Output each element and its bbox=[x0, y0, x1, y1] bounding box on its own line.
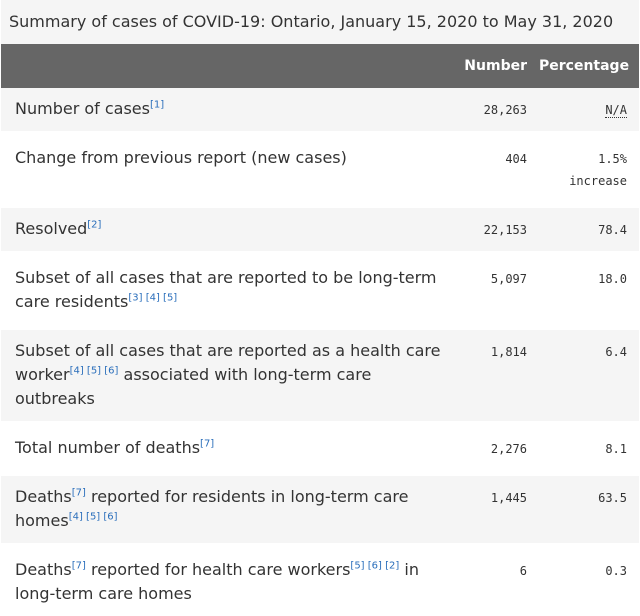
not-applicable-abbr: N/A bbox=[605, 103, 627, 117]
covid-summary-table bbox=[1, 44, 639, 616]
row-percentage: 18.0 bbox=[539, 254, 639, 327]
footnote-ref[interactable]: [7] bbox=[71, 560, 86, 572]
footnote-ref[interactable]: [1] bbox=[149, 99, 165, 111]
table-caption: Summary of cases of COVID-19: Ontario, January 15, 2020 to May 31, 2020 bbox=[1, 0, 639, 44]
row-label-text-continued: reported for health care workers bbox=[85, 560, 351, 579]
percentage-value: 1.5% bbox=[598, 152, 627, 166]
row-number: 2,276 bbox=[463, 424, 539, 473]
row-label bbox=[1, 205, 463, 254]
table-row bbox=[1, 88, 639, 134]
row-percentage: 8.1 bbox=[539, 424, 639, 473]
table-row bbox=[1, 327, 639, 424]
row-percentage: 63.5 bbox=[539, 473, 639, 546]
footnote-ref[interactable]: [4] [5] [6] bbox=[69, 365, 119, 377]
row-label-text: Number of cases bbox=[15, 99, 150, 118]
table-row bbox=[1, 546, 639, 616]
row-label bbox=[1, 254, 463, 327]
header-number: Number bbox=[463, 44, 539, 88]
percentage-note: increase bbox=[569, 174, 627, 188]
table-header-row bbox=[1, 44, 639, 88]
covid-summary-table-container bbox=[1, 0, 639, 616]
row-label-text: Change from previous report (new cases) bbox=[15, 148, 347, 167]
row-percentage bbox=[539, 134, 639, 205]
row-label-text-continued: reported for residents in long-term care homes bbox=[15, 487, 409, 530]
row-percentage: 6.4 bbox=[539, 327, 639, 424]
footnote-ref[interactable]: [3] [4] [5] bbox=[128, 292, 178, 304]
header-percentage: Percentage bbox=[539, 44, 639, 88]
row-label bbox=[1, 424, 463, 473]
table-row bbox=[1, 134, 639, 205]
row-number: 28,263 bbox=[463, 88, 539, 134]
row-label-text: Resolved bbox=[15, 219, 88, 238]
table-row bbox=[1, 254, 639, 327]
footnote-ref[interactable]: [7] bbox=[200, 438, 215, 450]
table-row bbox=[1, 424, 639, 473]
footnote-ref[interactable]: [2] bbox=[87, 219, 102, 231]
row-number: 1,445 bbox=[463, 473, 539, 546]
row-label-text: Subset of all cases that are reported to be long-term care residents bbox=[15, 268, 437, 311]
row-label-text: Total number of deaths bbox=[15, 438, 201, 457]
row-label bbox=[1, 88, 463, 134]
row-number: 6 bbox=[463, 546, 539, 616]
row-number: 5,097 bbox=[463, 254, 539, 327]
row-label bbox=[1, 546, 463, 616]
row-label-text-continued: associated with long-term care outbreaks bbox=[15, 365, 372, 408]
row-label-text: Deaths bbox=[15, 487, 72, 506]
row-label bbox=[1, 473, 463, 546]
row-percentage: 78.4 bbox=[539, 205, 639, 254]
table-row bbox=[1, 205, 639, 254]
row-label-text-end: in long-term care homes bbox=[15, 560, 419, 603]
footnote-ref[interactable]: [4] [5] [6] bbox=[68, 511, 118, 523]
row-label-text: Subset of all cases that are reported as a health care worker bbox=[15, 341, 441, 384]
footnote-ref[interactable]: [7] bbox=[71, 487, 86, 499]
footnote-ref[interactable]: [5] [6] [2] bbox=[350, 560, 400, 572]
row-percentage: 0.3 bbox=[539, 546, 639, 616]
header-label-cell bbox=[1, 44, 463, 88]
row-label bbox=[1, 327, 463, 424]
table-row bbox=[1, 473, 639, 546]
row-number: 22,153 bbox=[463, 205, 539, 254]
row-number: 1,814 bbox=[463, 327, 539, 424]
row-label bbox=[1, 134, 463, 205]
row-percentage bbox=[539, 88, 639, 134]
row-number: 404 bbox=[463, 134, 539, 205]
row-label-text: Deaths bbox=[15, 560, 72, 579]
